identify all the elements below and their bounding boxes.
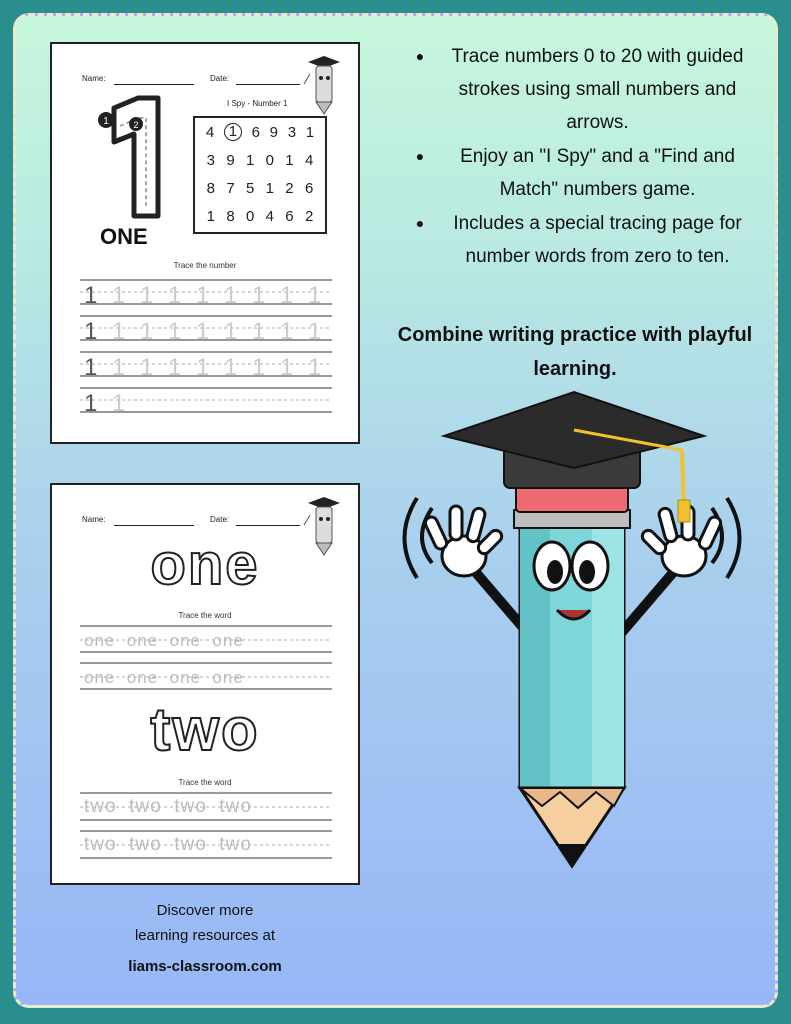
- ispy-cell-circled: 1: [224, 123, 242, 141]
- trace-digit: 1: [112, 282, 126, 309]
- trace-caption: Trace the word: [178, 778, 232, 787]
- date-line: [236, 525, 300, 526]
- feature-item: [400, 140, 755, 206]
- trace-digit: 1: [308, 354, 322, 381]
- trace-digit: 1: [168, 282, 182, 309]
- trace-digit: 1: [84, 390, 98, 417]
- ispy-cell: 4: [265, 207, 274, 225]
- ispy-cell: 1: [206, 207, 215, 225]
- name-line: [114, 525, 194, 526]
- trace-digit: 1: [224, 318, 238, 345]
- date-label: Date:: [210, 74, 230, 83]
- ispy-cell: 7: [226, 179, 235, 197]
- trace-digit: 1: [224, 282, 238, 309]
- feature-item: [400, 40, 755, 139]
- trace-word-one-row: one one one one: [84, 668, 244, 687]
- name-label: Name:: [82, 515, 106, 524]
- trace-digit: 1: [140, 318, 154, 345]
- trace-word-one-row: one one one one: [84, 631, 244, 650]
- trace-digit: 1: [224, 354, 238, 381]
- svg-text:2: 2: [133, 120, 139, 130]
- trace-digit: 1: [140, 354, 154, 381]
- ispy-cell: 4: [304, 151, 314, 169]
- svg-text:1: 1: [103, 116, 109, 127]
- worksheet-number-one: [50, 42, 360, 444]
- pencil-mascot-illustration: [392, 388, 752, 888]
- trace-digit: 1: [84, 354, 98, 381]
- ispy-cell: 3: [206, 151, 215, 169]
- ispy-row: [195, 202, 325, 230]
- number-word: ONE: [100, 224, 148, 249]
- ispy-row: [195, 146, 325, 174]
- big-digit-one: [94, 94, 170, 224]
- number-tracing-lines: [80, 276, 332, 418]
- ispy-row: [195, 118, 325, 146]
- trace-word-two-row: two two two two: [84, 796, 252, 817]
- trace-digit: 1: [196, 282, 210, 309]
- mini-pencil-icon: [300, 54, 346, 116]
- ispy-cell: 9: [226, 151, 235, 169]
- trace-digit: 1: [112, 354, 126, 381]
- trace-digit: 1: [280, 282, 294, 309]
- trace-digit: 1: [168, 354, 182, 381]
- bullet-icon: ●: [415, 48, 425, 64]
- ispy-cell: 5: [245, 179, 255, 197]
- trace-digit: 1: [196, 318, 210, 345]
- ispy-cell: 6: [251, 123, 260, 141]
- ispy-cell: 1: [265, 179, 274, 197]
- feature-text: Trace numbers 0 to 20 with guided strokes using small numbers and arrows.: [451, 46, 744, 133]
- ispy-cell: 8: [206, 179, 215, 197]
- trace-digit: 1: [280, 354, 294, 381]
- trace-digit: 1: [308, 318, 322, 345]
- trace-digit: 1: [140, 282, 154, 309]
- big-word-two: two: [150, 696, 260, 763]
- ispy-row: [195, 174, 325, 202]
- ispy-cell: 1: [305, 123, 315, 141]
- ispy-cell: 3: [287, 123, 297, 141]
- trace-digit: 1: [84, 282, 98, 309]
- ispy-cell: 4: [205, 123, 215, 141]
- trace-digit: 1: [112, 318, 126, 345]
- feature-text: Includes a special tracing page for number words from zero to ten.: [453, 213, 742, 267]
- name-line: [114, 84, 194, 85]
- footer-text: [50, 898, 360, 948]
- bullet-icon: ●: [415, 215, 425, 231]
- ispy-title: I Spy - Number 1: [227, 99, 288, 108]
- ispy-grid: [193, 116, 327, 234]
- ispy-cell: 0: [265, 151, 274, 169]
- tagline: Combine writing practice with playful learning.: [397, 324, 753, 380]
- footer-line: learning resources at: [134, 927, 276, 944]
- trace-digit: 1: [112, 390, 126, 417]
- ispy-cell: 0: [245, 207, 255, 225]
- trace-digit: 1: [168, 318, 182, 345]
- date-label: Date:: [210, 515, 230, 524]
- ispy-cell: 2: [304, 207, 314, 225]
- trace-word-two-row: two two two two: [84, 834, 252, 855]
- ispy-cell: 9: [269, 123, 278, 141]
- feature-list: [400, 40, 755, 274]
- big-word-one: one: [150, 532, 260, 597]
- ispy-cell: 1: [245, 151, 255, 169]
- trace-digit: 1: [308, 282, 322, 309]
- ispy-cell: 6: [304, 179, 314, 197]
- trace-digit: 1: [84, 318, 98, 345]
- trace-digit: 1: [196, 354, 210, 381]
- ispy-cell: 2: [285, 179, 294, 197]
- trace-caption: Trace the number: [173, 261, 237, 270]
- name-label: Name:: [82, 74, 106, 83]
- bullet-icon: ●: [415, 148, 425, 164]
- website-link[interactable]: liams-classroom.com: [128, 958, 282, 975]
- trace-caption: Trace the word: [178, 611, 232, 620]
- trace-digit: 1: [280, 318, 294, 345]
- worksheet-number-words: [50, 483, 360, 885]
- footer-line: Discover more: [156, 902, 254, 919]
- ispy-cell: 8: [226, 207, 235, 225]
- feature-text: Enjoy an "I Spy" and a "Find and Match" numbers game.: [460, 146, 735, 200]
- trace-digit: 1: [252, 282, 266, 309]
- ispy-cell: 1: [285, 151, 294, 169]
- ispy-cell: 6: [285, 207, 294, 225]
- trace-digit: 1: [252, 318, 266, 345]
- date-line: [236, 84, 300, 85]
- feature-item: [400, 207, 755, 273]
- trace-digit: 1: [252, 354, 266, 381]
